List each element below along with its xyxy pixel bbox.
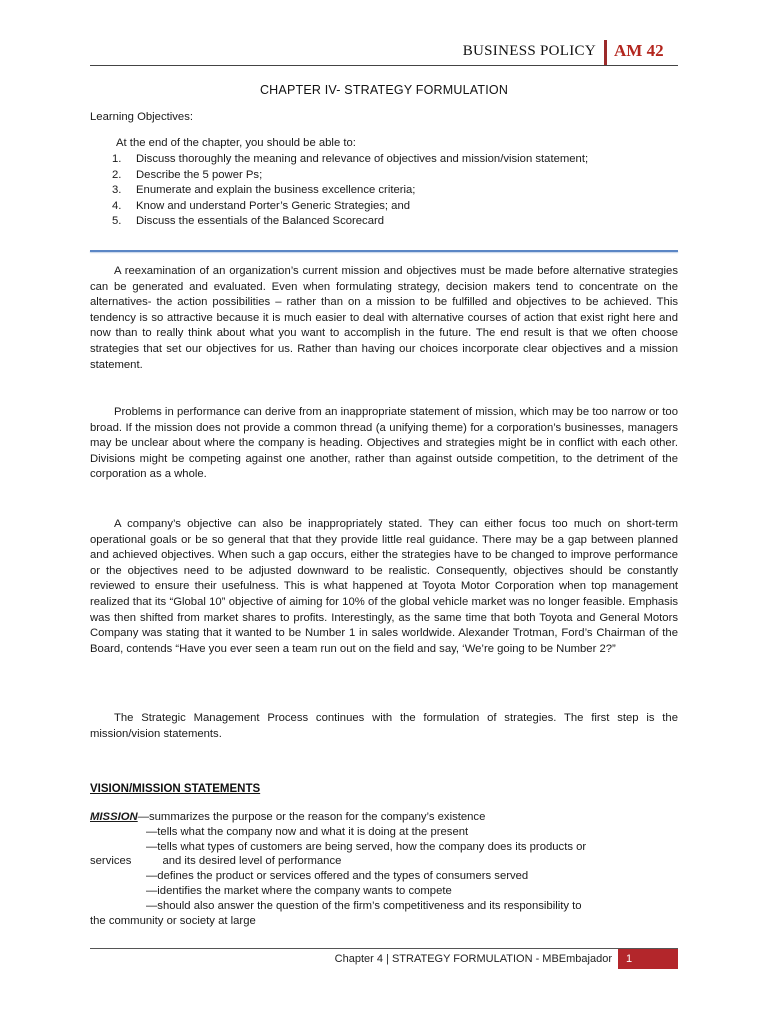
mission-line: —tells what types of customers are being served, how the company does its products or bbox=[146, 840, 587, 853]
list-number: 1. bbox=[112, 153, 122, 165]
mission-line: —identifies the market where the company wants to compete bbox=[146, 884, 452, 897]
mission-line: —tells what the company now and what it is doing at the present bbox=[146, 825, 469, 838]
header-divider bbox=[604, 40, 607, 65]
list-number: 3. bbox=[112, 184, 122, 197]
section-heading: VISION/MISSION STATEMENTS bbox=[90, 783, 261, 795]
chapter-title: CHAPTER IV- STRATEGY FORMULATION bbox=[259, 83, 509, 97]
section-divider bbox=[90, 250, 678, 252]
mission-line bbox=[90, 854, 678, 869]
mission-line bbox=[90, 810, 678, 825]
page-number: 1 bbox=[618, 949, 678, 969]
list-number: 2. bbox=[112, 168, 122, 181]
list-text: Describe the 5 power Ps; bbox=[136, 168, 263, 181]
list-text: Discuss thoroughly the meaning and relevance of objectives and mission/vision statement; bbox=[136, 153, 589, 165]
list-item bbox=[90, 214, 678, 230]
footer-text: Chapter 4 | STRATEGY FORMULATION - MBEmbajador bbox=[334, 953, 612, 965]
course-code: AM 42 bbox=[614, 41, 664, 60]
learning-objectives-list bbox=[90, 152, 678, 230]
mission-line: the community or society at large bbox=[90, 914, 256, 927]
footer-rule bbox=[90, 948, 678, 949]
list-number: 5. bbox=[112, 215, 122, 228]
list-text: Know and understand Porter’s Generic Strategies; and bbox=[136, 199, 411, 212]
list-item bbox=[90, 183, 678, 199]
list-item bbox=[90, 152, 678, 168]
paragraph: A reexamination of an organization’s current mission and objectives must be made before alternative strategies can be generated and evaluated. Even when formulating strategy, decision makers tend to concentrate on the alternatives- the action possibilities – rather than on a mission to be fulfilled and objectives to be achieved. This tendency is so attractive because it is much easier to deal with alternative courses of action that exist right here and now than to really think about what you want to accomplish in the future. The end result is that we often choose strategies that set our objectives for us. Rather than having our choices incorporate clear objectives and a mission statement. bbox=[90, 265, 678, 371]
learning-objectives-heading: Learning Objectives: bbox=[90, 111, 193, 123]
list-item bbox=[90, 168, 678, 184]
paragraph: The Strategic Management Process continues with the formulation of strategies. The first step is the mission/vision statements. bbox=[90, 712, 678, 740]
list-number: 4. bbox=[112, 199, 122, 212]
mission-label: MISSION bbox=[90, 811, 138, 823]
list-text: Discuss the essentials of the Balanced Scorecard bbox=[136, 215, 385, 228]
learning-objectives-intro: At the end of the chapter, you should be able to: bbox=[116, 137, 356, 149]
list-text: Enumerate and explain the business excellence criteria; bbox=[136, 184, 416, 197]
mission-definition bbox=[90, 810, 678, 928]
header-rule bbox=[90, 65, 678, 66]
header-title: BUSINESS POLICY bbox=[462, 43, 596, 59]
mission-text: and its desired level of performance bbox=[162, 855, 342, 868]
mission-text: services bbox=[90, 855, 132, 868]
paragraph: Problems in performance can derive from an inappropriate statement of mission, which may be too narrow or too broad. If the mission does not provide a common thread (a unifying theme) for a corporation’s businesses, managers may be unclear about where the company is heading. Objectives and strategies might be in conflict with each other. Divisions might be competing against one another, rather than against outside competition, to the detriment of the corporation as a whole. bbox=[90, 406, 678, 481]
mission-line: —should also answer the question of the firm’s competitiveness and its responsibility to bbox=[146, 899, 582, 912]
mission-text: —summarizes the purpose or the reason for the company’s existence bbox=[137, 811, 486, 823]
list-item bbox=[90, 199, 678, 215]
mission-line: —defines the product or services offered and the types of consumers served bbox=[146, 870, 529, 883]
paragraph: A company’s objective can also be inappropriately stated. They can either focus too much on short-term operational goals or be so general that that they provide little real guidance. There may be a gap between planned and achieved objectives. When such a gap occurs, either the strategies have to be changed to improve performance or the objectives need to be adjusted downward to be realistic. Consequently, objectives should be constantly reviewed to ensure their usefulness. This is what happened at Toyota Motor Corporation when top management realized that its “Global 10” objective of aiming for 10% of the global vehicle market was no longer feasible. Emphasis was then shifted from market shares to profits. Interestingly, as the same time that both Toyota and General Motors Company was stating that it wanted to be Number 1 in sales worldwide. Alexander Trotman, Ford’s Chairman of the Board, contends “Have you ever seen a team run out on the field and say, ‘We’re going to be Number 2?” bbox=[90, 518, 678, 655]
